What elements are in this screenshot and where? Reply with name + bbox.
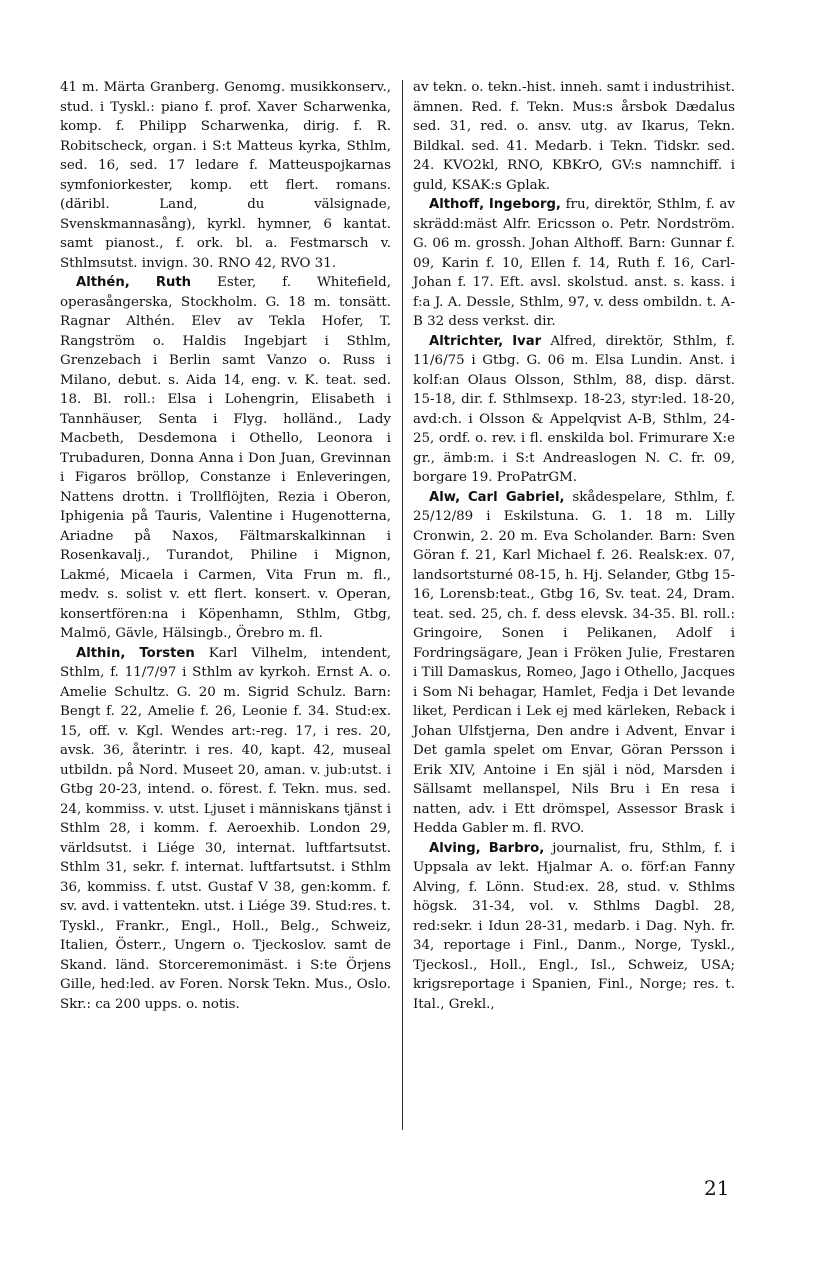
entry-given-name: Ivar: [512, 333, 542, 349]
entry-continuation: [60, 78, 391, 273]
entry-althoff: [413, 195, 735, 332]
right-column: [413, 78, 735, 1014]
entry-surname: Althén,: [76, 275, 130, 290]
entry-text: Ester, f. Whitefield, operasångerska, Stockholm. G. 18 m. tonsätt. Ragnar Althén. Elev av Tekla Hofer, T. Rangström o. Haldis Ingebjart i Sthlm, Grenzebach i Berlin samt Vanzo o. Russ i Milano, debut. s. Aida 14, eng. v. K. teat. sed. 18. Bl. roll.: Elsa i Lohengrin, Elisabeth i Tannhäuser, Senta i Flyg. holländ., Lady Macbeth, Desdemona i Othello, Leonora i Trubaduren, Donna Anna i Don Juan, Grevinnan i Figaros bröllop, Constanze i Enleveringen, Nattens drottn. i Trollflöjten, Rezia i Oberon, Iphigenia på Tauris, Valentine i Hugenotterna, Ariadne på Naxos, Fältmarskalkinnan i Rosenkavalj., Turandot, Philine i Mignon, Lakmé, Micaela i Carmen, Vita Frun m. fl., medv. s. solist v. ett flert. konsert. v. Operan, konsertfören:na i Köpenhamn, Sthlm, Gtbg, Malmö, Gävle, Hälsingb., Örebro m. fl.: [60, 275, 391, 641]
entry-given-name: Carl Gabriel,: [467, 489, 565, 505]
page-number: 21: [704, 1176, 730, 1200]
entry-continuation: [413, 78, 735, 195]
entry-text: fru, direktör, Sthlm, f. av skrädd:mäst Alfr. Ericsson o. Petr. Nordström. G. 06 m. grossh. Johan Althoff. Barn: Gunnar f. 09, Karin f. 10, Ellen f. 14, Ruth f. 16, Carl-Johan f. 17. Eft. avsl. skolstud. anst. s. kass. i f:a J. A. Dessle, Sthlm, 97, v. dess ombildn. t. A-B 32 dess verkst. dir.: [413, 197, 735, 329]
entry-text: av tekn. o. tekn.-hist. inneh. samt i industrihist. ämnen. Red. f. Tekn. Mus:s årsbok Dædalus sed. 31, red. o. ansv. utg. av Ikarus, Tekn. Bildkal. sed. 41. Medarb. i Tekn. Tidskr. sed. 24. KVO2kl, RNO, KBKrO, GV:s namnchiff. i guld, KSAK:s Gplak.: [413, 80, 735, 193]
entry-surname: Althoff,: [429, 197, 485, 212]
entry-surname: Alw,: [429, 489, 461, 505]
entry-surname: Altrichter,: [429, 333, 504, 349]
entry-alw: [413, 488, 735, 839]
left-column: [60, 78, 391, 1014]
entry-surname: Althin,: [76, 645, 126, 661]
entry-text: skådespelare, Sthlm, f. 25/12/89 i Eskilstuna. G. 1. 18 m. Lilly Cronwin, 2. 20 m. Eva Scholander. Barn: Sven Göran f. 21, Karl Michael f. 26. Realsk:ex. 07, landsortsturné 08-15, h. Hj. Selander, Gtbg 15-16, Lorensb:teat., Gtbg 16, Sv. teat. 24, Dram. teat. sed. 25, ch. f. dess elevsk. 34-35. Bl. roll.: Gringoire, Sonen i Pelikanen, Adolf i Fordringsägare, Jean i Fröken Julie, Frestaren i Till Damaskus, Romeo, Jago i Othello, Jacques i Som Ni behagar, Hamlet, Fedja i Det levande liket, Perdican i Lek ej med kärleken, Reback i Johan Ulfstjerna, Den andre i Advent, Envar i Det gamla spelet om Envar, Göran Persson i Erik XIV, Antoine i En själ i nöd, Marsden i Sällsamt mellanspel, Nils Bru i En resa i natten, adv. i Ett drömspel, Assessor Brask i Hedda Gabler m. fl. RVO.: [413, 489, 735, 836]
entry-given-name: Barbro,: [488, 840, 545, 856]
entry-given-name: Ingeborg,: [488, 197, 561, 212]
entry-althen: [60, 273, 391, 644]
entry-text: journalist, fru, Sthlm, f. i Uppsala av lekt. Hjalmar A. o. förf:an Fanny Alving, f. Lönn. Stud:ex. 28, stud. v. Sthlms högsk. 31-34, vol. v. Sthlms Dagbl. 28, red:sekr. i Idun 28-31, medarb. i Dag. Nyh. fr. 34, reportage i Finl., Danm., Norge, Tyskl., Tjeckosl., Holl., Engl., Isl., Schweiz, USA; krigsreportage i Spanien, Finl., Norge; res. t. Ital., Grekl.,: [413, 840, 735, 1012]
entry-text: 41 m. Märta Granberg. Genomg. musikkonserv., stud. i Tyskl.: piano f. prof. Xaver Scharwenka, komp. f. Philipp Scharwenka, dirig. f. R. Robitscheck, organ. i S:t Matteus kyrka, Sthlm, sed. 16, sed. 17 ledare f. Matteuspojkarnas symfoniorkester, komp. ett flert. romans. (däribl. Land, du välsignade, Svenskmannasång), kyrkl. hymner, 6 kantat. samt pianost., f. ork. bl. a. Festmarsch v. Sthlmsutst. invign. 30. RNO 42, RVO 31.: [60, 80, 391, 271]
column-divider: [402, 80, 403, 1130]
entry-text: Karl Vilhelm, intendent, Sthlm, f. 11/7/97 i Sthlm av kyrkoh. Ernst A. o. Amelie Schultz. G. 20 m. Sigrid Schulz. Barn: Bengt f. 22, Amelie f. 26, Leonie f. 34. Stud:ex. 15, off. v. Kgl. Wendes art:-reg. 17, i res. 20, avsk. 36, återintr. i res. 40, kapt. 42, museal utbildn. på Nord. Museet 20, aman. v. jub:utst. i Gtbg 20-23, intend. o. förest. f. Tekn. mus. sed. 24, kommiss. v. utst. Ljuset i människans tjänst i Sthlm 28, i komm. f. Aeroexhib. London 29, världsutst. i Liége 30, internat. luftfartsutst. Sthlm 31, sekr. f. internat. luftfartsutst. i Sthlm 36, kommiss. f. utst. Gustaf V 38, gen:komm. f. sv. avd. i vattentekn. utst. i Liége 39. Stud:res. t. Tyskl., Frankr., Engl., Holl., Belg., Schweiz, Italien, Österr., Ungern o. Tjeckoslov. samt de Skand. länd. Storceremonimäst. i S:te Örjens Gille, hed:led. av Foren. Norsk Tekn. Mus., Oslo. Skr.: ca 200 upps. o. notis.: [60, 645, 391, 1012]
entry-althin: [60, 644, 391, 1015]
entry-alving: [413, 839, 735, 1015]
entry-text: Alfred, direktör, Sthlm, f. 11/6/75 i Gtbg. G. 06 m. Elsa Lundin. Anst. i kolf:an Olaus Olsson, Sthlm, 88, disp. därst. 15-18, dir. f. Sthlmsexp. 18-23, styr:led. 18-20, avd:ch. i Olsson & Appelqvist A-B, Sthlm, 24-25, ordf. o. rev. i fl. enskilda bol. Frimurare X:e gr., ämb:m. i S:t Andreaslogen N. C. fr. 09, borgare 19. ProPatrGM.: [413, 333, 735, 485]
entry-given-name: Ruth: [155, 275, 192, 290]
entry-surname: Alving,: [429, 840, 481, 856]
entry-given-name: Torsten: [139, 645, 195, 661]
entry-altrichter: [413, 332, 735, 488]
